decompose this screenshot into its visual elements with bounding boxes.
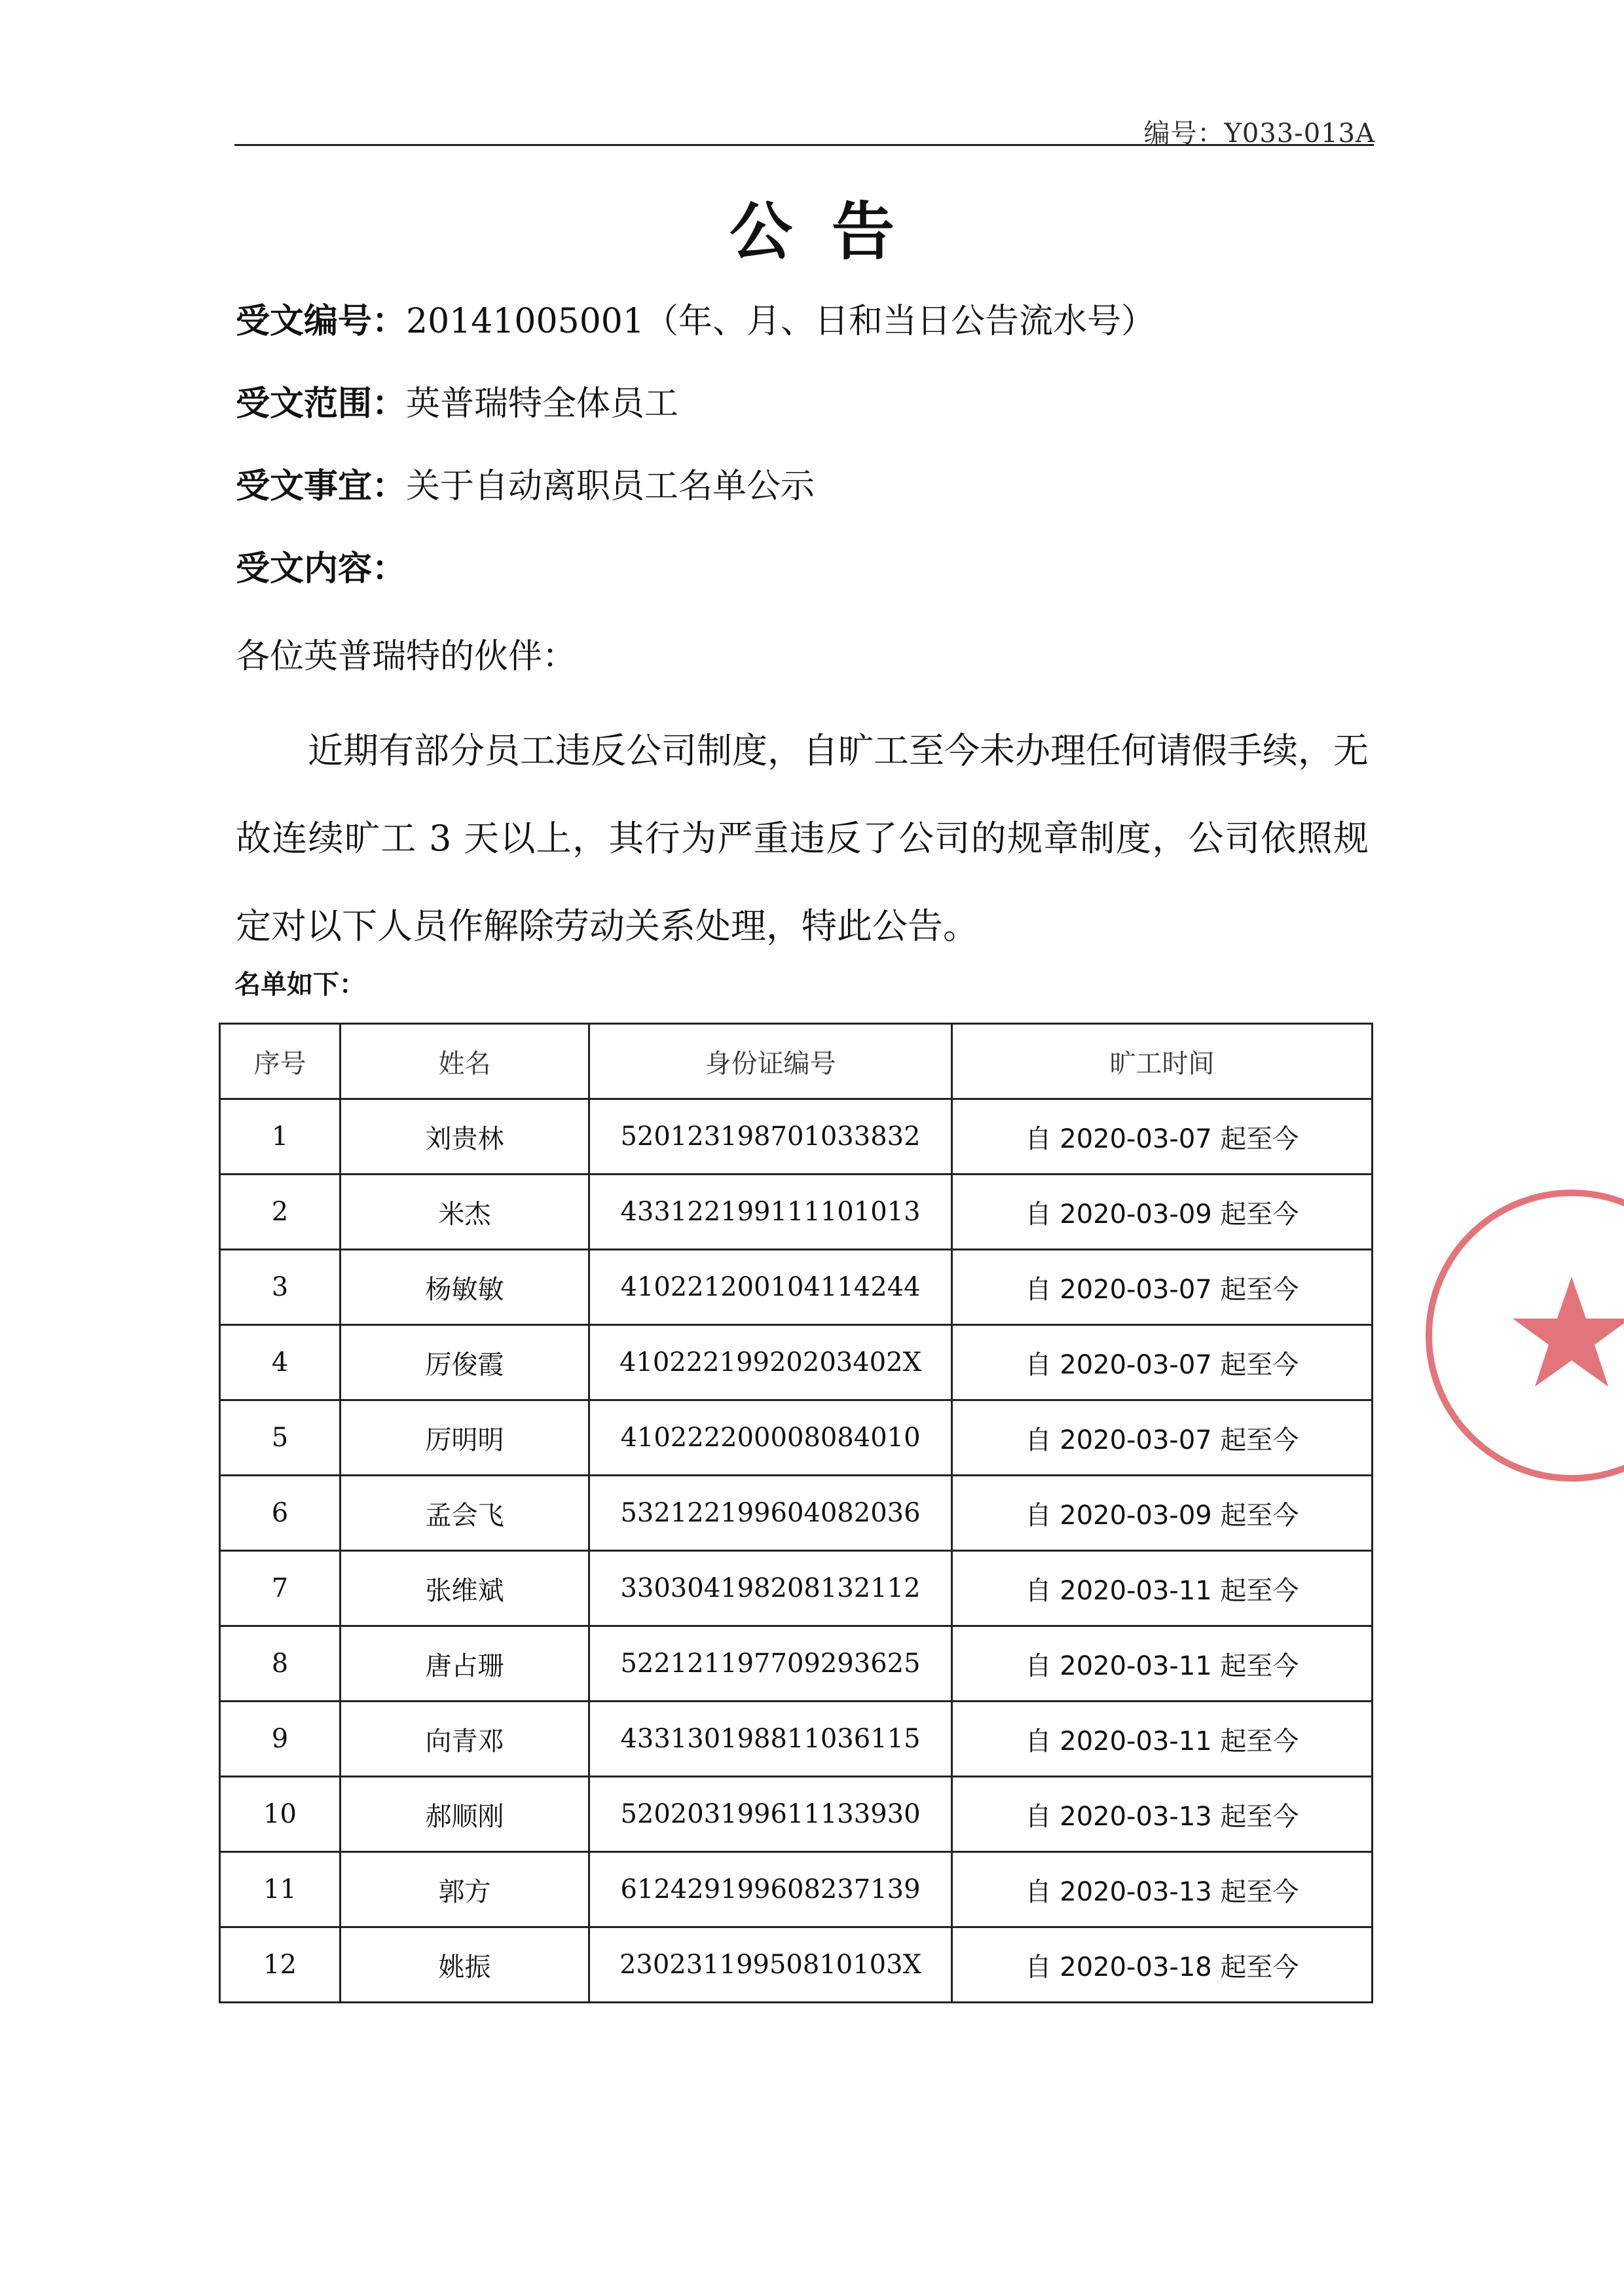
cell-name: 厉明明 — [341, 1400, 589, 1476]
cell-no: 1 — [220, 1099, 341, 1175]
cell-name: 米杰 — [341, 1175, 589, 1250]
list-label: 名单如下： — [234, 970, 365, 1000]
cell-id: 41022219920203402X — [589, 1325, 952, 1400]
cell-id: 23023119950810103X — [589, 1927, 952, 2003]
table-row — [220, 1400, 1373, 1476]
table-row — [220, 1551, 1373, 1626]
table-row — [220, 1325, 1373, 1400]
cell-no: 8 — [220, 1626, 341, 1702]
table-row — [220, 1626, 1373, 1702]
cell-name: 杨敏敏 — [341, 1250, 589, 1325]
cell-id: 522121197709293625 — [589, 1626, 952, 1702]
cell-absent: 自 2020-03-18 起至今 — [952, 1927, 1373, 2003]
employee-table — [219, 1023, 1373, 2003]
table-row — [220, 1099, 1373, 1175]
field-label: 受文内容： — [236, 549, 407, 589]
cell-no: 11 — [220, 1852, 341, 1927]
document-number: 编号：Y033-013A — [1143, 118, 1375, 149]
table-row — [220, 1702, 1373, 1777]
cell-no: 3 — [220, 1250, 341, 1325]
cell-id: 433130198811036115 — [589, 1702, 952, 1777]
header-no: 序号 — [220, 1024, 341, 1099]
header-divider — [234, 144, 1374, 146]
cell-name: 张维斌 — [341, 1551, 589, 1626]
header-name: 姓名 — [341, 1024, 589, 1099]
cell-absent: 自 2020-03-07 起至今 — [952, 1400, 1373, 1476]
cell-id: 410222200008084010 — [589, 1400, 952, 1476]
cell-id: 433122199111101013 — [589, 1175, 952, 1250]
cell-name: 孟会飞 — [341, 1476, 589, 1551]
field-document-number — [236, 293, 1155, 342]
field-label: 受文编号： — [236, 302, 407, 341]
cell-no: 10 — [220, 1777, 341, 1852]
table-header-row — [220, 1024, 1373, 1099]
cell-absent: 自 2020-03-09 起至今 — [952, 1175, 1373, 1250]
table-row — [220, 1250, 1373, 1325]
cell-name: 唐占珊 — [341, 1626, 589, 1702]
cell-absent: 自 2020-03-09 起至今 — [952, 1476, 1373, 1551]
seal-star — [1513, 1277, 1624, 1387]
table-row — [220, 1927, 1373, 2003]
salutation: 各位英普瑞特的伙伴： — [236, 637, 577, 676]
cell-id: 410221200104114244 — [589, 1250, 952, 1325]
cell-name: 姚振 — [341, 1927, 589, 2003]
page-title: 公告 — [729, 195, 934, 268]
cell-no: 2 — [220, 1175, 341, 1250]
cell-name: 郭方 — [341, 1852, 589, 1927]
cell-no: 7 — [220, 1551, 341, 1626]
header-absent: 旷工时间 — [952, 1024, 1373, 1099]
cell-id: 520203199611133930 — [589, 1777, 952, 1852]
field-label: 受文事宜： — [236, 467, 407, 506]
cell-id: 330304198208132112 — [589, 1551, 952, 1626]
field-content — [236, 541, 406, 590]
cell-id: 520123198701033832 — [589, 1099, 952, 1175]
cell-absent: 自 2020-03-13 起至今 — [952, 1852, 1373, 1927]
cell-absent: 自 2020-03-11 起至今 — [952, 1551, 1373, 1626]
cell-no: 4 — [220, 1325, 341, 1400]
cell-name: 郝顺刚 — [341, 1777, 589, 1852]
cell-id: 612429199608237139 — [589, 1852, 952, 1927]
cell-id: 532122199604082036 — [589, 1476, 952, 1551]
field-label: 受文范围： — [236, 384, 407, 424]
company-seal-icon — [1414, 1178, 1624, 1493]
cell-absent: 自 2020-03-07 起至今 — [952, 1099, 1373, 1175]
field-value: 20141005001（年、月、日和当日公告流水号） — [406, 302, 1155, 341]
cell-absent: 自 2020-03-11 起至今 — [952, 1702, 1373, 1777]
field-value: 关于自动离职员工名单公示 — [406, 467, 815, 506]
cell-name: 厉俊霞 — [341, 1325, 589, 1400]
table-row — [220, 1175, 1373, 1250]
field-value: 英普瑞特全体员工 — [406, 384, 679, 424]
field-subject — [236, 458, 815, 507]
cell-absent: 自 2020-03-13 起至今 — [952, 1777, 1373, 1852]
cell-absent: 自 2020-03-07 起至今 — [952, 1250, 1373, 1325]
cell-no: 6 — [220, 1476, 341, 1551]
field-scope — [236, 376, 678, 425]
cell-no: 12 — [220, 1927, 341, 2003]
cell-no: 5 — [220, 1400, 341, 1476]
body-paragraph: 近期有部分员工违反公司制度，自旷工至今未办理任何请假手续，无故连续旷工 3 天以上，其行为严重违反了公司的规章制度，公司依照规定对以下人员作解除劳动关系处理，特此公告。 — [236, 730, 1369, 947]
table-row — [220, 1852, 1373, 1927]
cell-name: 向青邓 — [341, 1702, 589, 1777]
cell-no: 9 — [220, 1702, 341, 1777]
cell-absent: 自 2020-03-07 起至今 — [952, 1325, 1373, 1400]
table-row — [220, 1476, 1373, 1551]
cell-absent: 自 2020-03-11 起至今 — [952, 1626, 1373, 1702]
header-id: 身份证编号 — [589, 1024, 952, 1099]
cell-name: 刘贵林 — [341, 1099, 589, 1175]
table-row — [220, 1777, 1373, 1852]
